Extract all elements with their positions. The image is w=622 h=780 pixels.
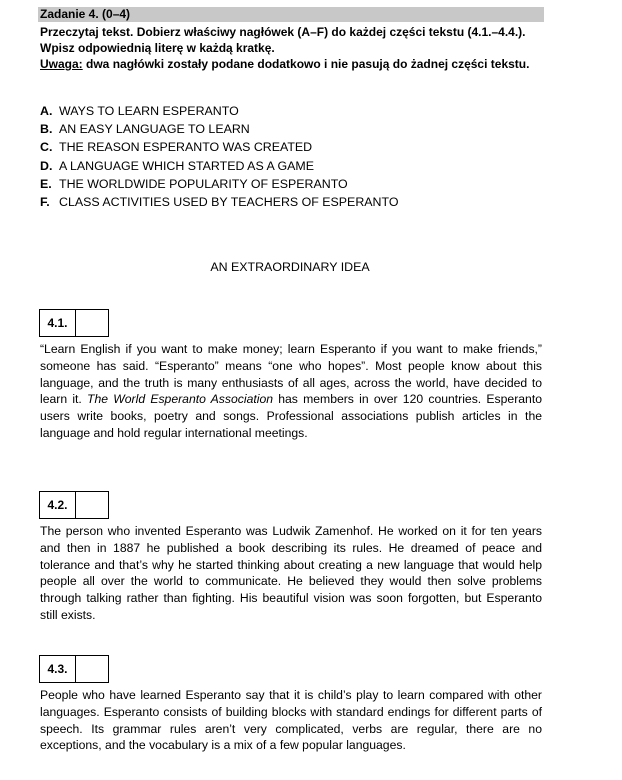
heading-letter: C. — [40, 140, 53, 155]
answer-input-4-1[interactable] — [76, 310, 108, 336]
task-header-bar — [38, 7, 544, 22]
paragraph-text: “Learn English if you want to make money; learn Esperanto if you want to make friends,” someone has said. “Esperanto” means “one who hopes”. Most people know about this language, and the truth is many enthusiasts of all ages, across the world, have decided to learn it. — [40, 342, 542, 407]
heading-e — [40, 175, 560, 193]
answer-number: 4.1. — [40, 310, 76, 336]
answer-box-4-2 — [39, 491, 109, 519]
instruction-note — [40, 56, 560, 73]
heading-text: AN EASY LANGUAGE TO LEARN — [59, 122, 250, 137]
task-header: Zadanie 4. (0–4) — [40, 7, 131, 21]
heading-letter: B. — [40, 122, 53, 137]
headings-list — [40, 102, 560, 211]
heading-letter: D. — [40, 158, 53, 173]
answer-box-4-1 — [39, 309, 109, 337]
heading-b — [40, 120, 560, 138]
heading-text: CLASS ACTIVITIES USED BY TEACHERS OF ESPERANTO — [59, 195, 399, 210]
answer-input-4-2[interactable] — [76, 492, 108, 518]
heading-c — [40, 138, 560, 156]
heading-d — [40, 157, 560, 175]
heading-text: THE WORLDWIDE POPULARITY OF ESPERANTO — [59, 176, 348, 191]
heading-text: WAYS TO LEARN ESPERANTO — [59, 104, 239, 118]
heading-text: THE REASON ESPERANTO WAS CREATED — [59, 140, 313, 155]
answer-number: 4.2. — [40, 492, 76, 518]
note-label: Uwaga: — [40, 57, 83, 71]
heading-text: A LANGUAGE WHICH STARTED AS A GAME — [59, 158, 314, 173]
paragraph-text: has members in over 120 countries. Esperanto users write books, poetry and songs. Professional associations publish articles in the language and hold regular international meetings. — [40, 392, 542, 440]
paragraph-text: The person who invented Esperanto was Ludwik Zamenhof. He worked on it for ten years and then in 1887 he published a book describing its rules. He dreamed of peace and tolerance and that’s why he started thinking about creating a new language that would help people all over the world to communicate. He believed they would then solve problems through talking rather than fighting. His beautiful vision was soon forgotten, but Esperanto still exists. — [40, 524, 542, 622]
note-text: dwa nagłówki zostały podane dodatkowo i nie pasują do żadnej części tekstu. — [82, 57, 530, 71]
section-4-1-text — [40, 341, 542, 442]
paragraph-text: People who have learned Esperanto say that it is child’s play to learn compared with other languages. Esperanto consists of building blocks with standard endings for different parts of speech. Its grammar rules aren’t very complicated, verbs are regular, there are no exceptions, and the vocabulary is a mix of a few popular languages. — [40, 688, 542, 753]
heading-letter: E. — [40, 176, 52, 191]
instruction-line-2: Wpisz odpowiednią literę w każdą kratkę. — [40, 41, 275, 55]
heading-f — [40, 193, 560, 211]
association-name: The World Esperanto Association — [87, 392, 273, 407]
heading-letter: A. — [40, 104, 53, 118]
answer-input-4-3[interactable] — [76, 656, 108, 682]
article-title: AN EXTRAORDINARY IDEA — [210, 260, 370, 274]
answer-box-4-3 — [39, 655, 109, 683]
heading-letter: F. — [40, 195, 50, 210]
section-4-3-text — [40, 687, 542, 754]
instruction-line-1: Przeczytaj tekst. Dobierz właściwy nagłówek (A–F) do każdej części tekstu (4.1.–4.4.). — [40, 25, 526, 39]
heading-a — [40, 102, 560, 120]
section-4-2-text — [40, 523, 542, 624]
answer-number: 4.3. — [40, 656, 76, 682]
